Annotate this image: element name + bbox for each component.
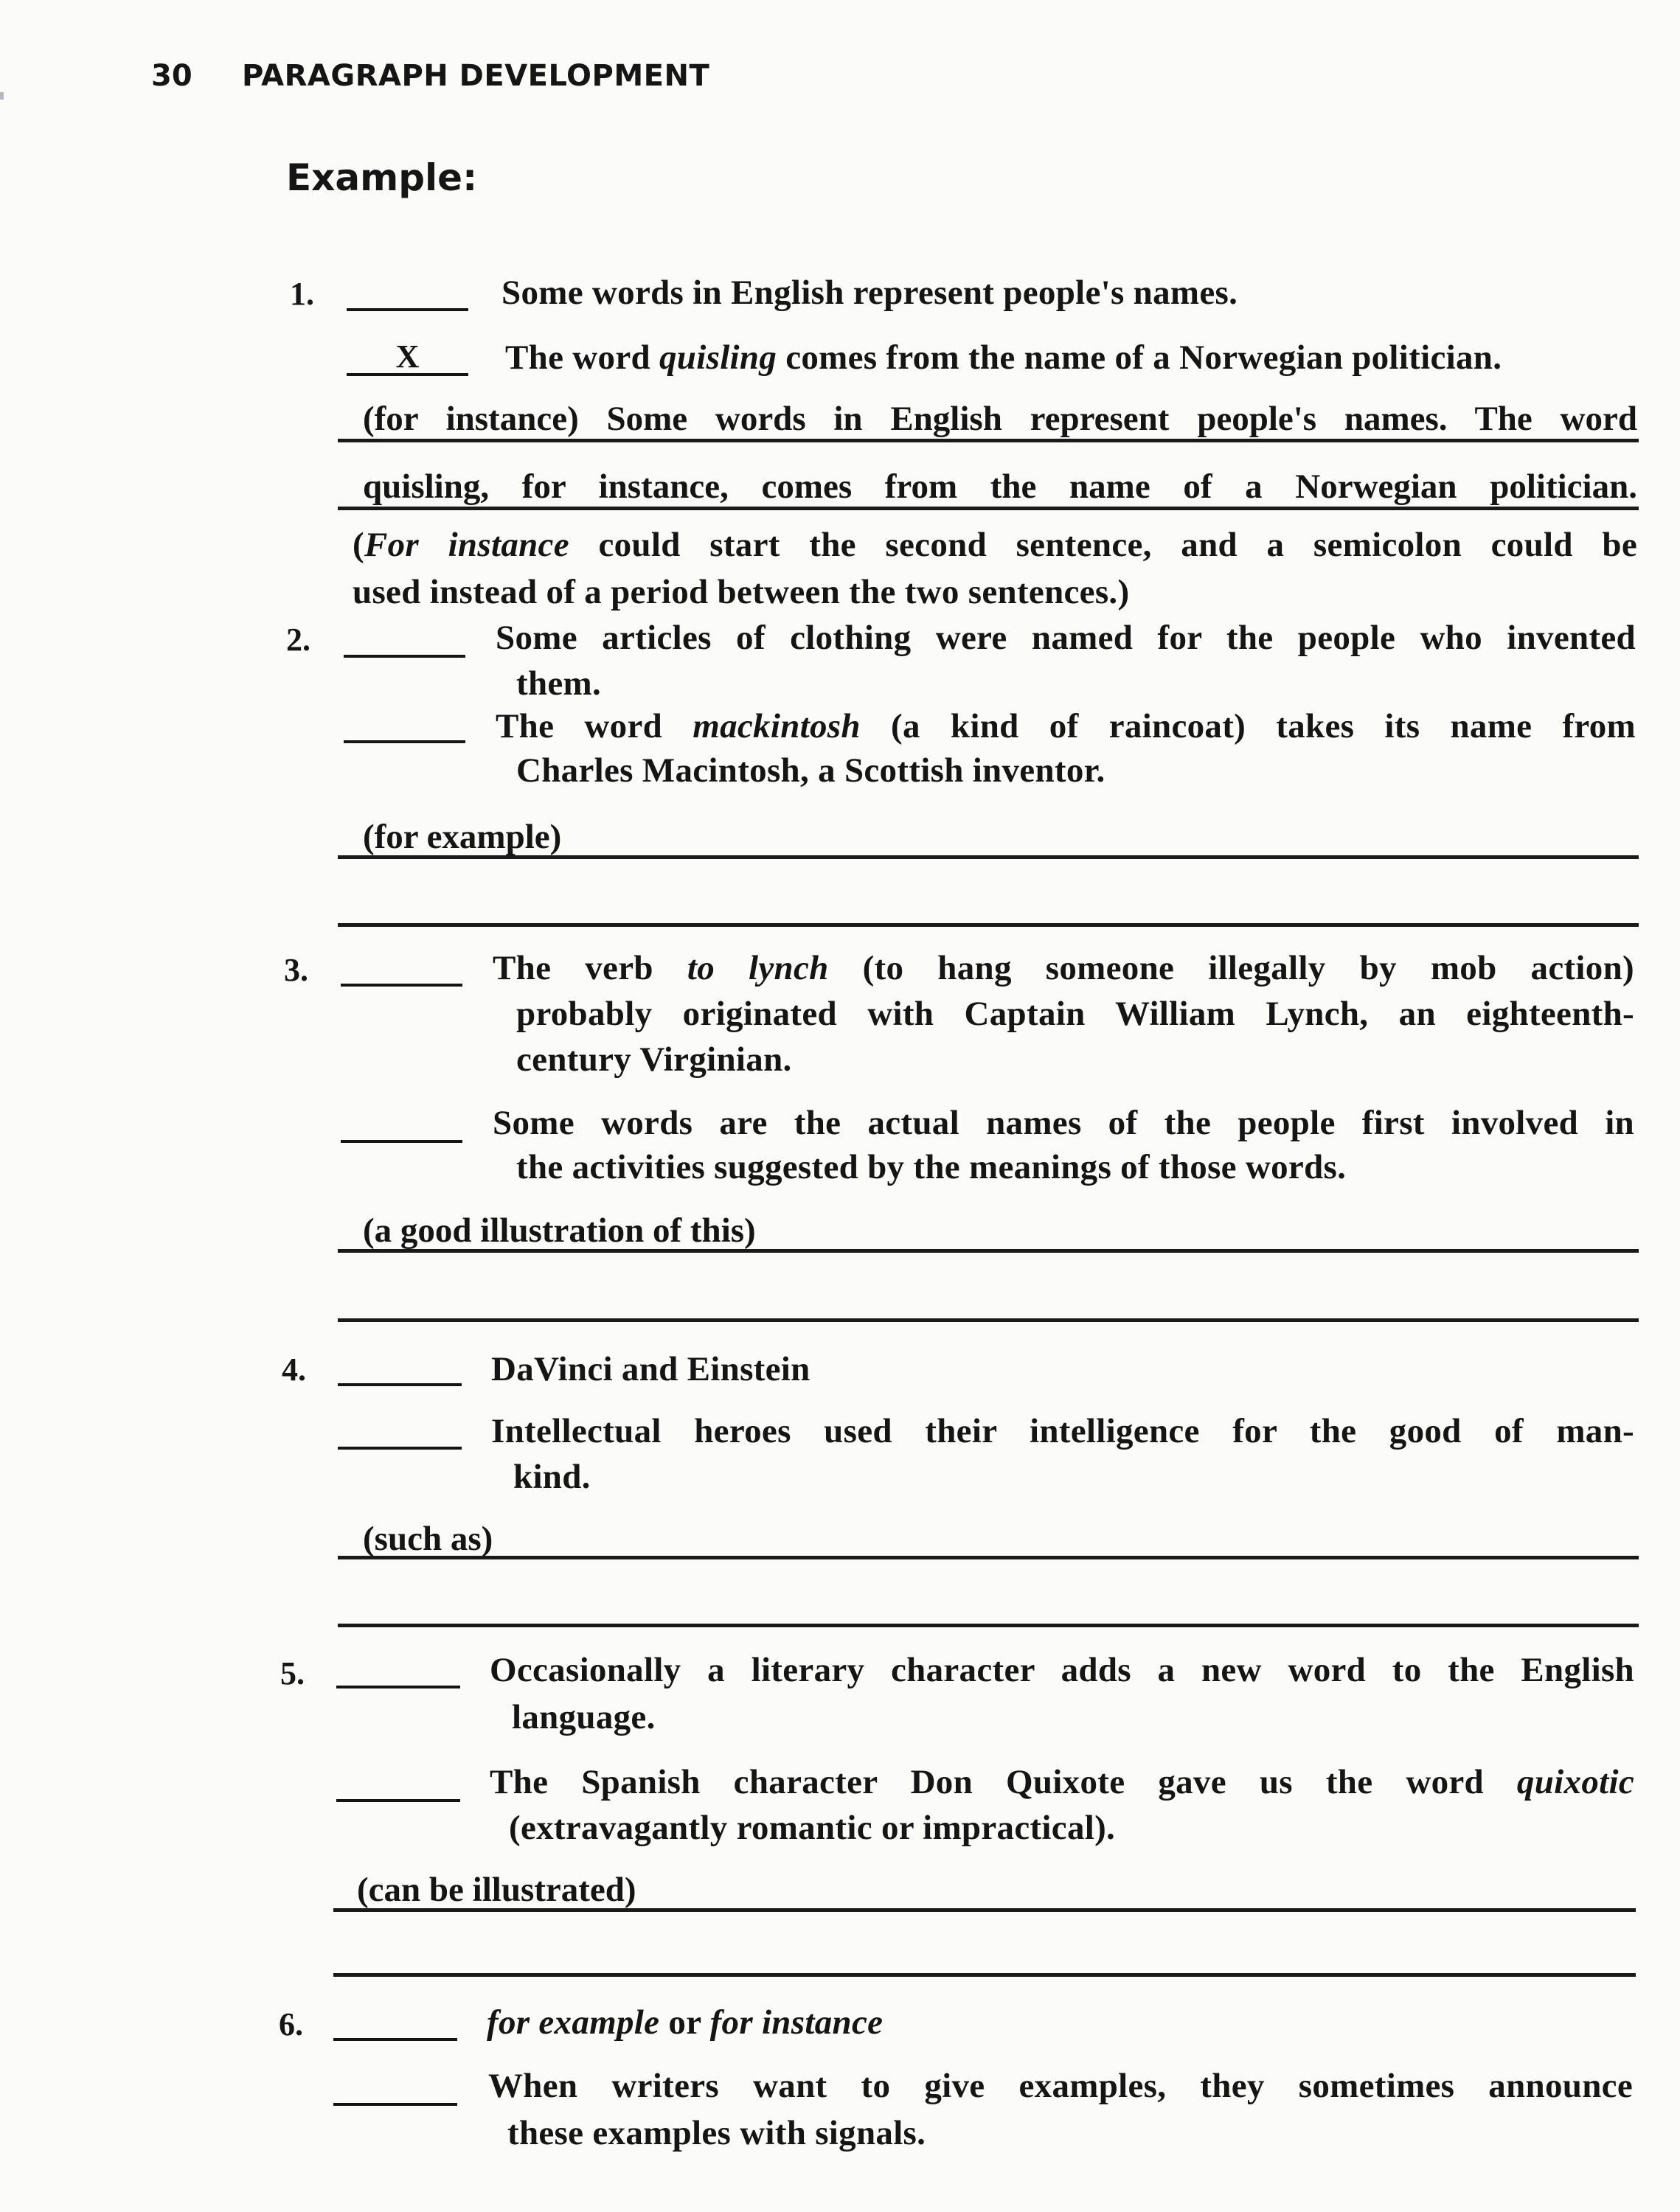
sentence-text bbox=[505, 338, 1637, 378]
answer-line[interactable] bbox=[338, 1318, 1639, 1322]
answer-blank[interactable] bbox=[341, 984, 462, 987]
text-run: The verb bbox=[493, 949, 687, 987]
answer-blank[interactable] bbox=[336, 1799, 460, 1802]
sentence-text bbox=[487, 2003, 883, 2042]
item-number: 4. bbox=[282, 1352, 306, 1388]
item-number: 1. bbox=[290, 276, 314, 312]
text-run: ( bbox=[353, 526, 364, 564]
text-run: The Spanish character Don Quixote gave us the word bbox=[490, 1763, 1517, 1801]
answer-blank[interactable] bbox=[333, 2103, 457, 2106]
italic-term: For instance bbox=[364, 526, 569, 564]
italic-term: for example bbox=[487, 2003, 660, 2042]
sentence-text bbox=[496, 706, 1636, 746]
answer-text: quisling, for instance, comes from the name of a Norwegian politician. bbox=[363, 467, 1637, 506]
answer-blank[interactable] bbox=[338, 1447, 462, 1450]
sentence-text: them. bbox=[516, 664, 602, 703]
sentence-text bbox=[516, 994, 1634, 1034]
sentence-text: Charles Macintosh, a Scottish inventor. bbox=[516, 751, 1105, 790]
text-line: probably originated with Captain William Lynch, an eighteenth- bbox=[516, 995, 1634, 1033]
answer-line[interactable] bbox=[333, 1973, 1636, 1977]
answer-line[interactable] bbox=[338, 855, 1639, 859]
text-line: Intellectual heroes used their intelligence for the good of man- bbox=[491, 1412, 1634, 1450]
item-number: 6. bbox=[279, 2006, 303, 2042]
answer-blank[interactable] bbox=[333, 2038, 457, 2041]
sentence-text: kind. bbox=[513, 1458, 591, 1496]
answer-blank[interactable] bbox=[347, 308, 468, 311]
answer-line[interactable] bbox=[338, 507, 1639, 510]
answer-mark-x: X bbox=[395, 338, 420, 375]
note-line bbox=[353, 525, 1637, 565]
answer-blank[interactable] bbox=[344, 655, 465, 658]
sentence-text: DaVinci and Einstein bbox=[491, 1350, 811, 1388]
sentence-text: the activities suggested by the meanings of those words. bbox=[516, 1148, 1347, 1186]
sentence-text bbox=[496, 618, 1636, 658]
text-line: When writers want to give examples, they sometimes announce bbox=[488, 2067, 1633, 2105]
text-line bbox=[490, 1762, 1634, 1802]
signal-phrase: (for example) bbox=[363, 818, 562, 856]
answer-blank[interactable] bbox=[344, 740, 465, 743]
item-number: 3. bbox=[284, 952, 308, 988]
signal-phrase: (can be illustrated) bbox=[357, 1871, 636, 1909]
signal-phrase: (a good illustration of this) bbox=[363, 1211, 756, 1250]
text-run: or bbox=[659, 2003, 710, 2042]
signal-phrase: (such as) bbox=[363, 1520, 493, 1558]
text-run: (a kind of raincoat) takes its name from bbox=[860, 707, 1636, 745]
sentence-text: these examples with signals. bbox=[507, 2114, 926, 2152]
text-run: could start the second sentence, and a semicolon could be bbox=[569, 526, 1637, 564]
text-line: Some articles of clothing were named for the people who invented bbox=[496, 619, 1636, 657]
example-heading: Example: bbox=[286, 156, 478, 199]
answer-line[interactable] bbox=[333, 1908, 1636, 1912]
answer-line[interactable] bbox=[338, 1249, 1639, 1253]
sentence-text bbox=[490, 1762, 1634, 1802]
answer-line[interactable] bbox=[338, 1556, 1639, 1559]
sentence-text: (extravagantly romantic or impractical). bbox=[509, 1809, 1116, 1847]
text-line: Occasionally a literary character adds a new word to the English bbox=[490, 1651, 1634, 1689]
answer-line[interactable] bbox=[338, 1624, 1639, 1627]
sentence-text: language. bbox=[512, 1698, 656, 1736]
answer-blank[interactable] bbox=[338, 1383, 462, 1386]
italic-term: mackintosh bbox=[693, 707, 861, 745]
page-number: 30 bbox=[151, 59, 192, 93]
italic-term: quixotic bbox=[1516, 1763, 1634, 1801]
sentence-text bbox=[488, 2066, 1633, 2106]
sentence-text: Some words in English represent people's names. bbox=[501, 274, 1238, 312]
item-number: 5. bbox=[280, 1655, 305, 1691]
sentence-text bbox=[493, 948, 1634, 988]
sentence-text bbox=[490, 1650, 1634, 1690]
sentence-text: century Virginian. bbox=[516, 1040, 792, 1079]
italic-term: for instance bbox=[709, 2003, 884, 2042]
text-line bbox=[493, 948, 1634, 988]
handwritten-answer bbox=[363, 399, 1637, 439]
answer-line[interactable] bbox=[338, 923, 1639, 927]
running-title: PARAGRAPH DEVELOPMENT bbox=[242, 59, 710, 93]
answer-line[interactable] bbox=[338, 439, 1639, 442]
text-line: Some words are the actual names of the people first involved in bbox=[493, 1104, 1634, 1142]
item-number: 2. bbox=[286, 622, 310, 658]
sentence-text bbox=[493, 1103, 1634, 1143]
answer-blank[interactable] bbox=[341, 1140, 462, 1143]
scan-edge-mark bbox=[0, 92, 4, 100]
text-line bbox=[496, 706, 1636, 746]
italic-term: quisling bbox=[659, 338, 777, 377]
note-text bbox=[353, 525, 1637, 565]
italic-term: to lynch bbox=[687, 949, 829, 987]
answer-text: (for instance) Some words in English represent people's names. The word bbox=[363, 400, 1637, 438]
text-run: (to hang someone illegally by mob action) bbox=[828, 949, 1634, 987]
text-run: The word bbox=[505, 338, 659, 377]
handwritten-answer bbox=[363, 467, 1637, 507]
sentence-text bbox=[491, 1411, 1634, 1451]
note-text: used instead of a period between the two sentences.) bbox=[353, 573, 1130, 611]
text-run: The word bbox=[496, 707, 693, 745]
answer-blank[interactable] bbox=[336, 1686, 460, 1688]
text-run: comes from the name of a Norwegian politician. bbox=[777, 338, 1502, 377]
